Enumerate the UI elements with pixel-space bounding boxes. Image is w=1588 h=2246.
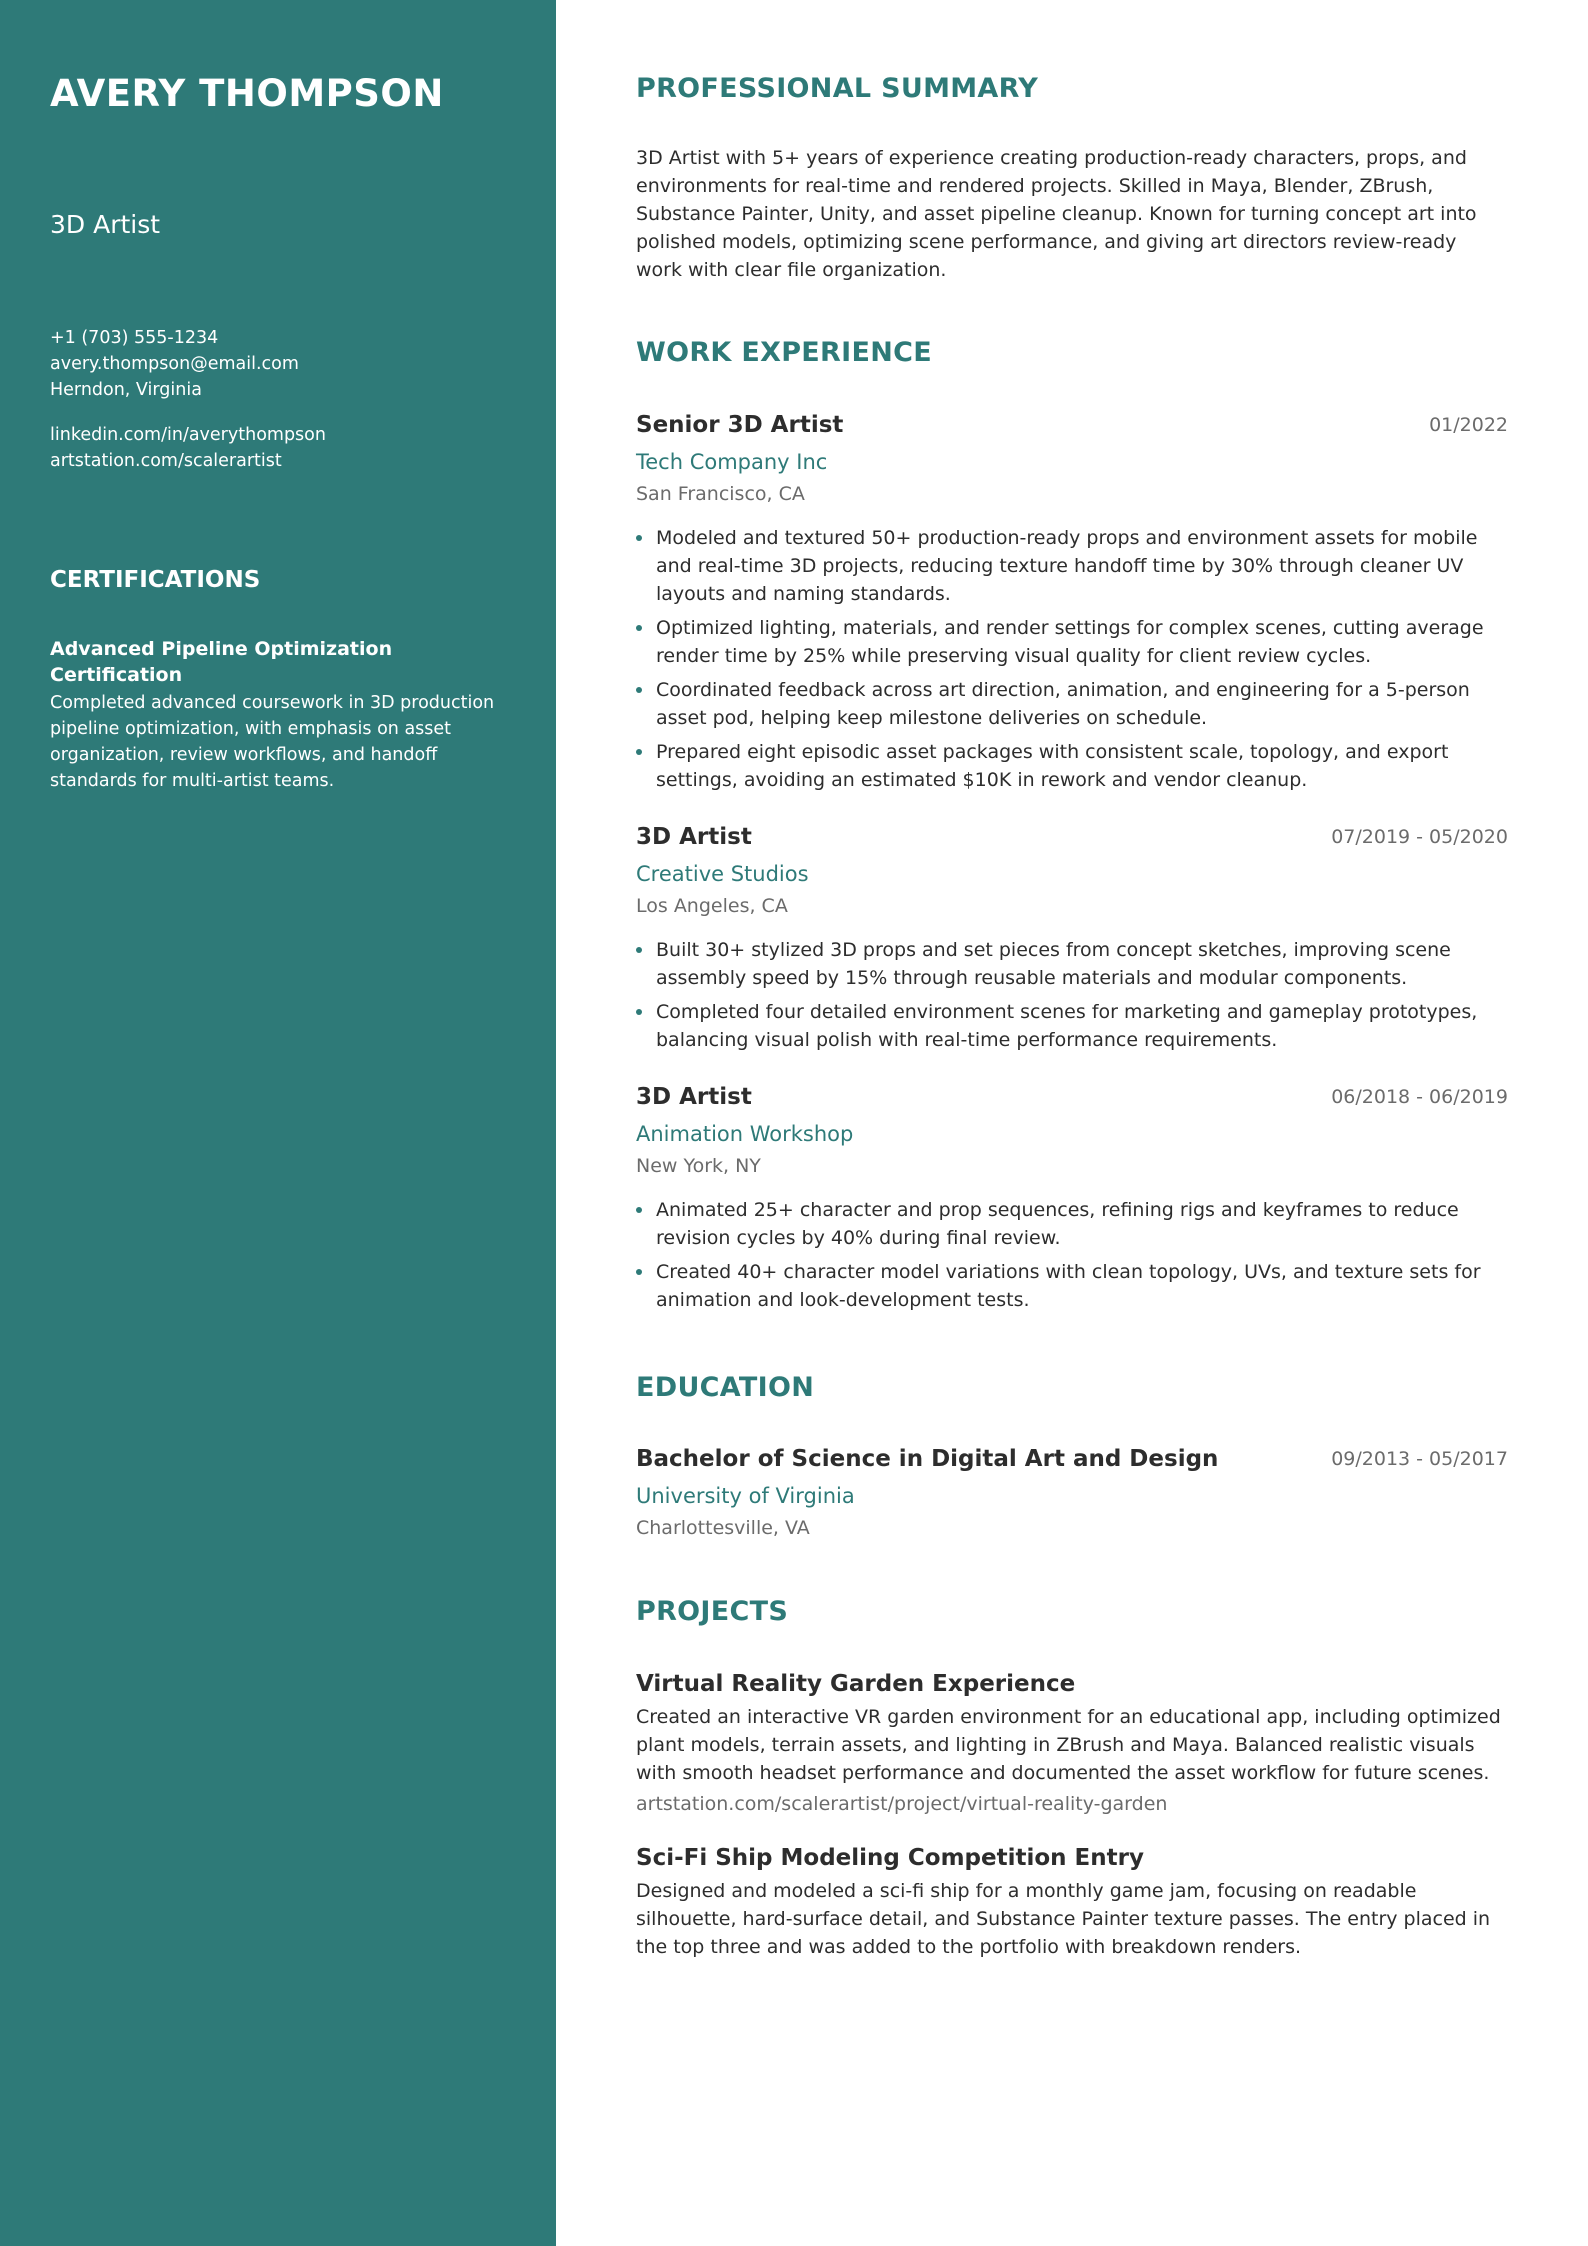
job-title: 3D Artist [636,824,752,850]
project-link[interactable]: artstation.com/scalerartist/project/virtual-reality-garden [636,1793,1168,1815]
education-heading: EDUCATION [636,1372,815,1403]
project-title: Virtual Reality Garden Experience [636,1671,1076,1697]
job-date: 06/2018 - 06/2019 [1331,1086,1508,1108]
bullet-item: Created 40+ character model variations with clean topology, UVs, and texture sets for animation and look-development tests. [636,1258,1508,1314]
bullet-item: Prepared eight episodic asset packages with consistent scale, topology, and export settings, avoiding an estimated $10K in rework and vendor cleanup. [636,738,1508,794]
job-location: San Francisco, CA [636,483,805,505]
artstation-link[interactable]: artstation.com/scalerartist [50,451,282,471]
project-title: Sci-Fi Ship Modeling Competition Entry [636,1845,1144,1871]
company-name: Animation Workshop [636,1122,854,1146]
school-location: Charlottesville, VA [636,1517,810,1539]
job-entry [636,408,1508,800]
home-location: Herndon, Virginia [50,380,202,400]
project-description: Created an interactive VR garden environment for an educational app, including optimized plant models, terrain assets, and lighting in ZBrush and Maya. Balanced realistic visuals with smooth headset performance and documented the asset workflow for future scenes. [636,1706,1501,1784]
bullet-item: Optimized lighting, materials, and render settings for complex scenes, cutting average render time by 25% while preserving visual quality for client review cycles. [636,614,1508,670]
bullet-item: Completed four detailed environment scenes for marketing and gameplay prototypes, balancing visual polish with real-time performance requirements. [636,998,1508,1054]
projects-heading: PROJECTS [636,1596,789,1627]
bullet-dot-icon [636,1207,642,1213]
certification-description: Completed advanced coursework in 3D production pipeline optimization, with emphasis on asset organization, review workflows, and handoff standards for multi-artist teams. [50,693,495,791]
candidate-title: 3D Artist [50,210,161,239]
bullet-dot-icon [636,1269,642,1275]
job-entry [636,820,1508,1060]
certification-item [50,636,520,794]
bullet-item: Modeled and textured 50+ production-ready props and environment assets for mobile and real-time 3D projects, reducing texture handoff time by 30% through cleaner UV layouts and naming standards. [636,524,1508,608]
company-name: Tech Company Inc [636,450,828,474]
candidate-name: AVERY THOMPSON [50,72,444,115]
bullet-item: Coordinated feedback across art direction, animation, and engineering for a 5-person asset pod, helping keep milestone deliveries on schedule. [636,676,1508,732]
summary-heading: PROFESSIONAL SUMMARY [636,73,1039,104]
degree-name: Bachelor of Science in Digital Art and Design [636,1446,1219,1472]
bullet-item: Built 30+ stylized 3D props and set pieces from concept sketches, improving scene assembly speed by 15% through reusable materials and modular components. [636,936,1508,992]
certifications-heading: CERTIFICATIONS [50,567,261,593]
job-title: Senior 3D Artist [636,412,844,438]
summary-text: 3D Artist with 5+ years of experience creating production-ready characters, props, and environments for real-time and rendered projects. Skilled in Maya, Blender, ZBrush, Substance Painter, Unity, and asset pipeline cleanup. Known for turning concept art into polished models, optimizing scene performance, and giving art directors review-ready work with clear file organization. [636,147,1477,281]
job-title: 3D Artist [636,1084,752,1110]
school-name: University of Virginia [636,1484,855,1508]
project-entry [636,1667,1508,1819]
job-date: 01/2022 [1429,414,1508,436]
profile-links [50,422,326,474]
contact-info [50,325,299,403]
job-entry [636,1080,1508,1320]
company-name: Creative Studios [636,862,809,886]
bullet-dot-icon [636,1009,642,1015]
education-date: 09/2013 - 05/2017 [1331,1448,1508,1470]
bullet-item: Animated 25+ character and prop sequences, refining rigs and keyframes to reduce revision cycles by 40% during final review. [636,1196,1508,1252]
bullet-dot-icon [636,625,642,631]
bullet-dot-icon [636,687,642,693]
job-bullets [636,936,1508,1054]
linkedin-link[interactable]: linkedin.com/in/averythompson [50,425,326,445]
phone-number: +1 (703) 555-1234 [50,328,219,348]
job-location: Los Angeles, CA [636,895,788,917]
bullet-dot-icon [636,749,642,755]
project-entry [636,1841,1508,1961]
email-address: avery.thompson@email.com [50,354,299,374]
project-description: Designed and modeled a sci-fi ship for a monthly game jam, focusing on readable silhouette, hard-surface detail, and Substance Painter texture passes. The entry placed in the top three and was added to the portfolio with breakdown renders. [636,1880,1491,1958]
experience-heading: WORK EXPERIENCE [636,337,932,368]
bullet-dot-icon [636,535,642,541]
certification-name: Advanced Pipeline Optimization Certification [50,638,393,686]
job-location: New York, NY [636,1155,761,1177]
sidebar [0,0,556,2246]
job-date: 07/2019 - 05/2020 [1331,826,1508,848]
job-bullets [636,1196,1508,1314]
job-bullets [636,524,1508,794]
bullet-dot-icon [636,947,642,953]
education-entry [636,1442,1508,1543]
